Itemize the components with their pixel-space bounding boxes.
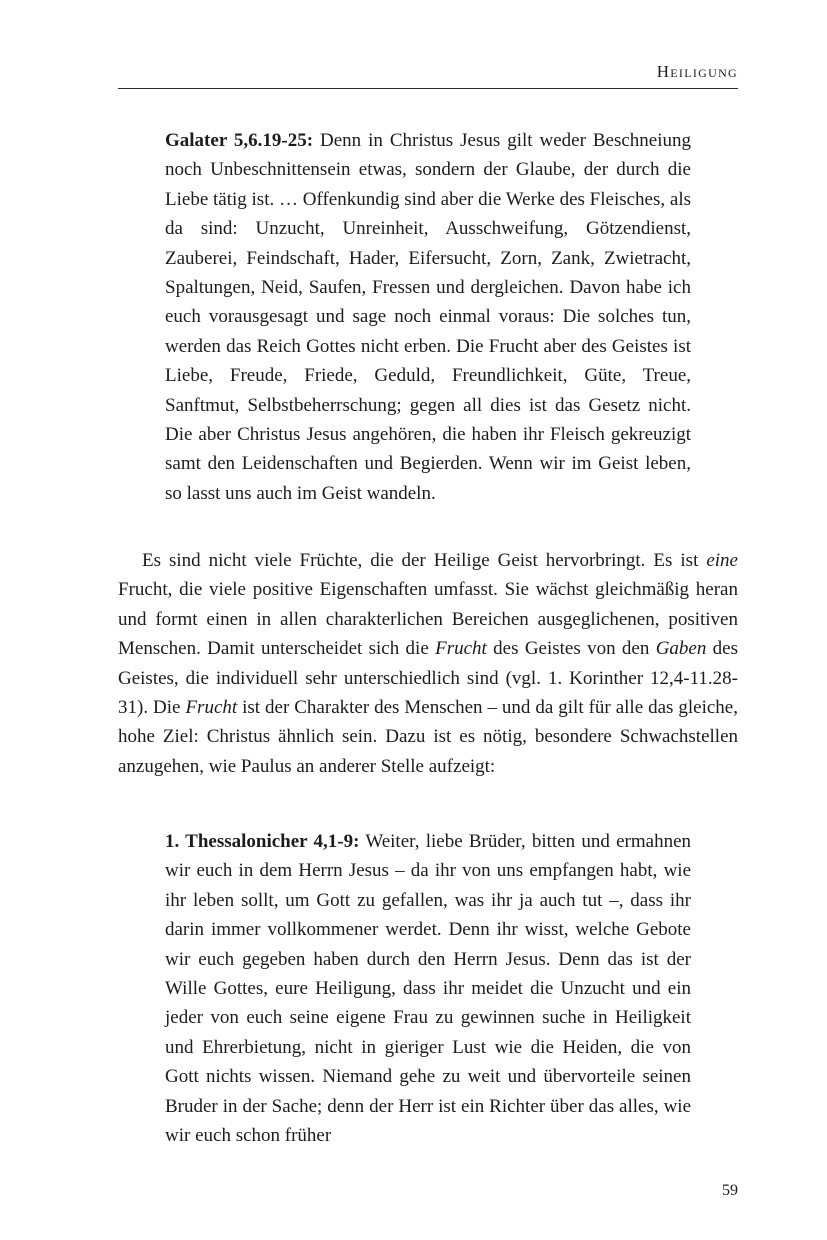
emphasis-text: Frucht xyxy=(185,697,238,719)
quote-text: Weiter, liebe Brüder, bitten und ermahnen wir euch in dem Herrn Jesus – da ihr von uns empfangen habt, wie ihr leben sollt, um Gott zu gefallen, was ihr ja auch tut –, dass ihr darin immer vollkommener werdet. Denn ihr wisst, welche Gebote wir euch gegeben haben durch den Herrn Jesus. Denn das ist der Wille Gottes, eure Heiligung, dass ihr meidet die Unzucht und ein jeder von euch seine eigene Frau zu gewinnen suche in Heiligkeit und Ehrerbietung, nicht in gieriger Lust wie die Heiden, die von Gott nichts wissen. Niemand gehe zu weit und übervorteile seinen Bruder in der Sache; denn der Herr ist ein Richter über das alles, wie wir euch schon früher xyxy=(165,831,692,1147)
scripture-quote-galatians xyxy=(165,126,691,508)
quote-reference: Galater 5,6.19-25: xyxy=(165,130,314,151)
paragraph-text: des Geistes, die individuell sehr unterschiedlich sind (vgl. 1. Korinther 12,4-11.28-31). Die xyxy=(118,638,739,719)
scripture-quote-thessalonians xyxy=(165,827,691,1150)
body-paragraph xyxy=(118,546,738,781)
paragraph-text: Es sind nicht viele Früchte, die der Heilige Geist hervorbringt. Es ist xyxy=(142,550,707,571)
quote-reference: 1. Thessalonicher 4,1-9: xyxy=(165,831,360,852)
paragraph-text: des Geistes von den xyxy=(486,638,656,660)
paragraph-text: Frucht, die viele positive Eigenschaften umfasst. Sie wächst gleichmäßig heran und formt einen in allen charakterlichen Bereichen ausgeglichenen, positiven Menschen. Damit unterscheidet sich die xyxy=(118,579,738,660)
emphasis-text: eine xyxy=(706,550,738,571)
paragraph-text: ist der Charakter des Menschen – und da gilt für alle das gleiche, hohe Ziel: Christus ähnlich sein. Dazu ist es nötig, besondere Schwachstellen anzugehen, wie Paulus an anderer Stelle aufzeigt: xyxy=(118,697,738,777)
quote-text: Denn in Christus Jesus gilt weder Beschneiung noch Unbeschnittensein etwas, sondern der Glaube, der durch die Liebe tätig ist. … Offenkundig sind aber die Werke des Fleisches, als da sind: Unzucht, Unreinheit, Ausschweifung, Götzendienst, Zauberei, Feindschaft, Hader, Eifersucht, Zorn, Zank, Zwietracht, Spaltungen, Neid, Saufen, Fressen und dergleichen. Davon habe ich euch vorausgesagt und sage noch einmal voraus: Die solches tun, werden das Reich Gottes nicht erben. Die Frucht aber des Geistes ist Liebe, Freude, Friede, Geduld, Freundlichkeit, Güte, Treue, Sanftmut, Selbstbeherrschung; gegen all dies ist das Gesetz nicht. Die aber Christus Jesus angehören, die haben ihr Fleisch gekreuzigt samt den Leidenschaften und Begierden. Wenn wir im Geist leben, so lasst uns auch im Geist wandeln. xyxy=(165,130,692,504)
emphasis-text: Frucht xyxy=(435,638,487,660)
page-number: 59 xyxy=(722,1182,738,1199)
running-header xyxy=(118,62,738,89)
chapter-title: Heiligung xyxy=(656,62,738,81)
emphasis-text: Gaben xyxy=(655,638,707,660)
